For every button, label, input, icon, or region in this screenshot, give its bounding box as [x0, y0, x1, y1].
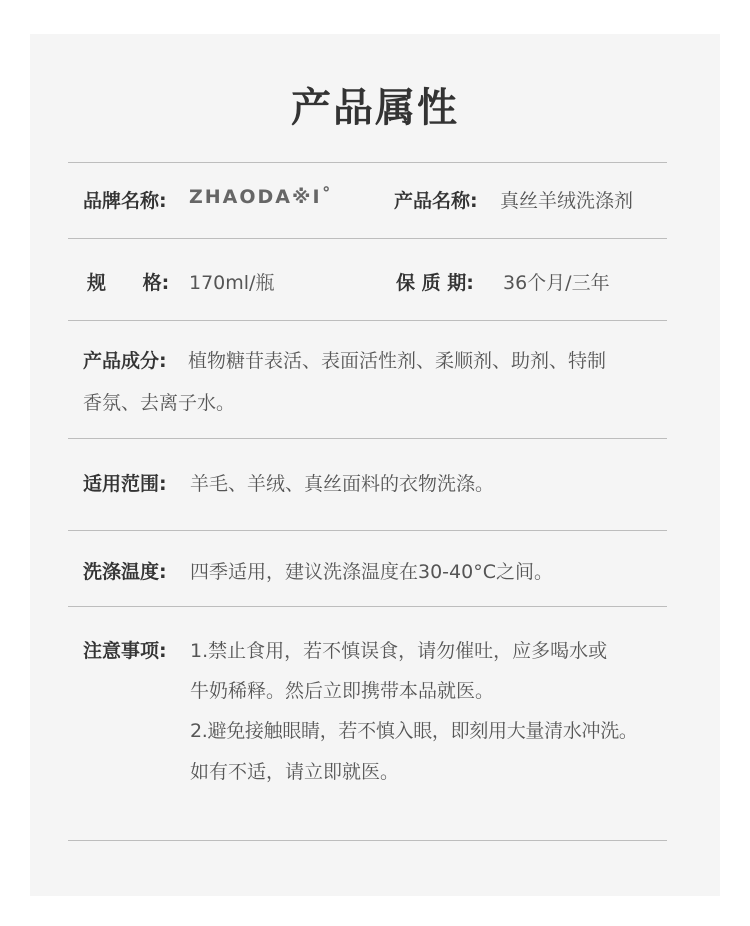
shelf-life-label: 保 质 期:: [396, 272, 474, 294]
temperature-label: 洗涤温度:: [83, 561, 167, 583]
scope-label: 适用范围:: [83, 473, 167, 495]
divider: [68, 530, 667, 531]
divider: [68, 320, 667, 321]
notes-line: 牛奶稀释。然后立即携带本品就医。: [190, 680, 495, 702]
ingredients-line: 植物糖苷表活、表面活性剂、柔顺剂、助剂、特制: [188, 350, 607, 372]
divider: [68, 840, 667, 841]
divider: [68, 162, 667, 163]
product-name-value: 真丝羊绒洗涤剂: [500, 190, 634, 212]
notes-line: 1.禁止食用，若不慎误食，请勿催吐，应多喝水或: [190, 640, 608, 662]
spec-value: 170ml/瓶: [189, 272, 275, 294]
temperature-value: 四季适用，建议洗涤温度在30-40°C之间。: [190, 561, 553, 583]
notes-label: 注意事项:: [83, 640, 167, 662]
notes-line: 2.避免接触眼睛，若不慎入眼，即刻用大量清水冲洗。: [190, 720, 638, 742]
divider: [68, 438, 667, 439]
page-title: 产品属性: [291, 85, 459, 131]
brand-label: 品牌名称:: [83, 190, 167, 212]
ingredients-line: 香氛、去离子水。: [83, 392, 236, 414]
shelf-life-value: 36个月/三年: [503, 272, 610, 294]
notes-line: 如有不适，请立即就医。: [190, 761, 400, 783]
product-name-label: 产品名称:: [394, 190, 478, 212]
spec-label: 规 格:: [87, 272, 170, 294]
scope-value: 羊毛、羊绒、真丝面料的衣物洗涤。: [190, 473, 495, 495]
divider: [68, 606, 667, 607]
divider: [68, 238, 667, 239]
ingredients-label: 产品成分:: [83, 350, 167, 372]
brand-value: ZHAODA※I˚: [189, 186, 334, 208]
